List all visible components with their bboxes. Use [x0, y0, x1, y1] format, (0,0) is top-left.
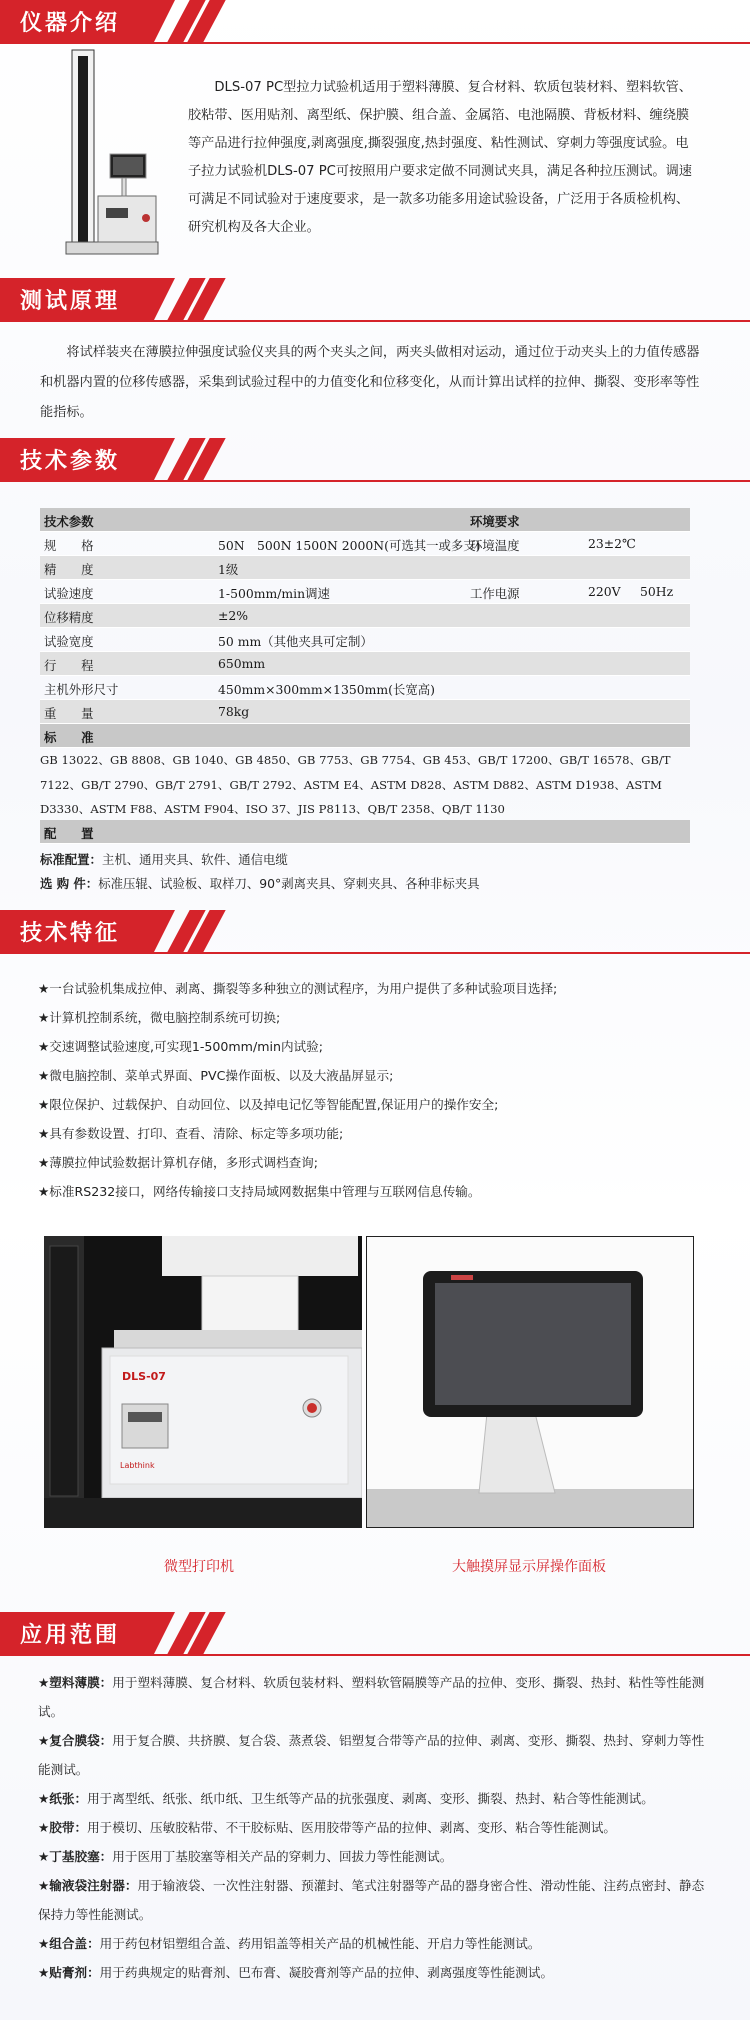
printer-photo: [44, 1236, 362, 1528]
env-header: 环境要求: [470, 514, 520, 529]
param-value: 78kg: [218, 704, 250, 719]
application-item: [38, 1842, 714, 1871]
config-header-row: [40, 820, 690, 844]
section-header-principle: [0, 278, 750, 322]
panel-brand-text: Labthink: [120, 1461, 155, 1470]
table-row: [40, 700, 690, 724]
param-value: 50 mm（其他夹具可定制）: [218, 634, 373, 649]
feature-item: ★一台试验机集成拉伸、剥离、撕裂等多种独立的测试程序，为用户提供了多种试验项目选择;: [38, 981, 558, 996]
application-item: [38, 1668, 714, 1726]
param-value: 650mm: [218, 656, 266, 671]
application-desc: 用于塑料薄膜、复合材料、软质包装材料、塑料软管隔膜等产品的拉伸、变形、撕裂、热封、粘性等性能测试。: [38, 1675, 705, 1719]
std-config-label: 标准配置：: [40, 852, 102, 867]
param-label: 试验宽度: [44, 634, 94, 649]
param-value: 1-500mm/min调速: [218, 586, 330, 601]
feature-item: ★交速调整试验速度,可实现1-500mm/min内试验;: [38, 1039, 323, 1054]
application-name: ★胶带：: [38, 1820, 88, 1835]
feature-item: ★标准RS232接口，网络传输接口支持局域网数据集中管理与互联网信息传输。: [38, 1184, 481, 1199]
param-label: 主机外形尺寸: [44, 682, 119, 697]
params-table: [40, 508, 690, 748]
feature-item: ★限位保护、过载保护、自动回位、以及掉电记忆等智能配置,保证用户的操作安全;: [38, 1097, 499, 1112]
param-label: 重 量: [44, 706, 94, 721]
table-row: [40, 556, 690, 580]
touchscreen-photo: [366, 1236, 694, 1528]
table-row: [40, 676, 690, 700]
optional-line: [40, 874, 480, 892]
param-label: 位移精度: [44, 610, 94, 625]
application-item: [38, 1929, 714, 1958]
table-row: [40, 532, 690, 556]
application-desc: 用于药包材铝塑组合盖、药用铝盖等相关产品的机械性能、开启力等性能测试。: [99, 1936, 541, 1951]
section-title: 技术参数: [20, 449, 121, 474]
section-title: 仪器介绍: [20, 11, 121, 36]
std-config-value: 主机、通用夹具、软件、通信电缆: [101, 852, 288, 867]
table-row: [40, 652, 690, 676]
param-value: ±2%: [218, 608, 249, 623]
param-label: 精 度: [44, 562, 94, 577]
config-label: 配 置: [44, 826, 94, 841]
application-name: ★贴膏剂：: [38, 1965, 100, 1980]
application-name: ★塑料薄膜：: [38, 1675, 113, 1690]
table-row: [40, 604, 690, 628]
application-desc: 用于输液袋、一次性注射器、预灌封、笔式注射器等产品的器身密合性、滑动性能、注药点密封、静态保持力等性能测试。: [38, 1878, 705, 1922]
application-desc: 用于药典规定的贴膏剂、巴布膏、凝胶膏剂等产品的拉伸、剥离强度等性能测试。: [99, 1965, 554, 1980]
application-desc: 用于离型纸、纸张、纸巾纸、卫生纸等产品的抗张强度、剥离、变形、撕裂、热封、粘合等性能测试。: [87, 1791, 654, 1806]
table-row: [40, 580, 690, 604]
application-item: [38, 1813, 714, 1842]
application-name: ★丁基胶塞：: [38, 1849, 113, 1864]
env-label: 环境温度: [470, 538, 520, 553]
feature-item: ★薄膜拉伸试验数据计算机存储，多形式调档查询;: [38, 1155, 319, 1170]
section-header-application: [0, 1612, 750, 1656]
application-name: ★复合膜袋：: [38, 1733, 113, 1748]
application-item: [38, 1958, 714, 1987]
section-title: 测试原理: [20, 289, 121, 314]
env-value: 220V: [588, 584, 621, 599]
standards-text: GB 13022、GB 8808、GB 1040、GB 4850、GB 7753、GB 7754、GB 453、GB/T 17200、GB/T 16578、GB/T 7122、GB/T 2790、GB/T 2791、GB/T 2792、ASTM E4、ASTM D828、ASTM D882、ASTM D1938、ASTM D3330、ASTM F88、ASTM F904、ISO 37、JIS P8113、QB/T 2358、QB/T 1130: [40, 753, 671, 816]
section-header-features: [0, 910, 750, 954]
application-item: [38, 1871, 714, 1929]
optional-value: 标准压辊、试验板、取样刀、90°剥离夹具、穿刺夹具、各种非标夹具: [98, 876, 480, 891]
feature-item: ★具有参数设置、打印、查看、清除、标定等多项功能;: [38, 1126, 344, 1141]
section-title: 应用范围: [20, 1623, 121, 1648]
table-row: [40, 628, 690, 652]
config-table: [40, 820, 690, 844]
feature-item: ★计算机控制系统，微电脑控制系统可切换;: [38, 1010, 281, 1025]
env-label: 工作电源: [470, 586, 520, 601]
application-name: ★组合盖：: [38, 1936, 100, 1951]
application-desc: 用于医用丁基胶塞等相关产品的穿刺力、回拔力等性能测试。: [112, 1849, 453, 1864]
intro-text: DLS-07 PC型拉力试验机适用于塑料薄膜、复合材料、软质包装材料、塑料软管、胶粘带、医用贴剂、离型纸、保护膜、组合盖、金属箔、电池隔膜、背板材料、缠绕膜等产品进行拉伸强度,剥离强度,撕裂强度,热封强度、粘性测试、穿刺力等强度试验。电子拉力试验机DLS-07 PC可按照用户要求定做不同测试夹具，满足各种拉压测试。调速可满足不同试验对于速度要求，是一款多功能多用途试验设备，广泛用于各质检机构、研究机构及各大企业。: [188, 80, 692, 235]
section-title: 技术特征: [20, 921, 121, 946]
param-value: 450mm×300mm×1350mm(长宽高): [218, 682, 435, 697]
section-header-intro: [0, 0, 750, 44]
params-header-row: [40, 508, 690, 532]
param-label: 试验速度: [44, 586, 94, 601]
application-item: [38, 1784, 714, 1813]
param-label: 行 程: [44, 658, 94, 673]
param-label: 规 格: [44, 538, 94, 553]
printer-caption: 微型打印机: [164, 1559, 234, 1575]
application-name: ★输液袋注射器：: [38, 1878, 138, 1893]
principle-text: 将试样装夹在薄膜拉伸强度试验仪夹具的两个夹头之间，两夹头做相对运动，通过位于动夹头上的力值传感器和机器内置的位移传感器，采集到试验过程中的力值变化和位移变化，从而计算出试样的拉伸、撕裂、变形率等性能指标。: [40, 345, 700, 420]
feature-item: ★微电脑控制、菜单式界面、PVC操作面板、以及大液晶屏显示;: [38, 1068, 394, 1083]
application-desc: 用于复合膜、共挤膜、复合袋、蒸煮袋、铝塑复合带等产品的拉伸、剥离、变形、撕裂、热封、穿刺力等性能测试。: [38, 1733, 705, 1777]
application-desc: 用于模切、压敏胶粘带、不干胶标贴、医用胶带等产品的拉伸、剥离、变形、粘合等性能测试。: [87, 1820, 617, 1835]
params-header: 技术参数: [44, 514, 94, 529]
panel-model-text: DLS-07: [122, 1370, 166, 1383]
optional-label: 选 购 件：: [40, 876, 99, 891]
application-name: ★纸张：: [38, 1791, 88, 1806]
section-header-params: [0, 438, 750, 482]
tensile-tester-image: [58, 46, 168, 258]
param-value: 50N 500N 1500N 2000N(可选其一或多支): [218, 538, 481, 553]
application-item: [38, 1726, 714, 1784]
standard-label: 标 准: [44, 730, 94, 745]
standard-header-row: [40, 724, 690, 748]
std-config-line: [40, 850, 288, 868]
env-value: 23±2℃: [588, 536, 636, 551]
env-value-2: 50Hz: [640, 584, 674, 599]
touchscreen-caption: 大触摸屏显示屏操作面板: [452, 1559, 606, 1575]
param-value: 1级: [218, 562, 239, 577]
